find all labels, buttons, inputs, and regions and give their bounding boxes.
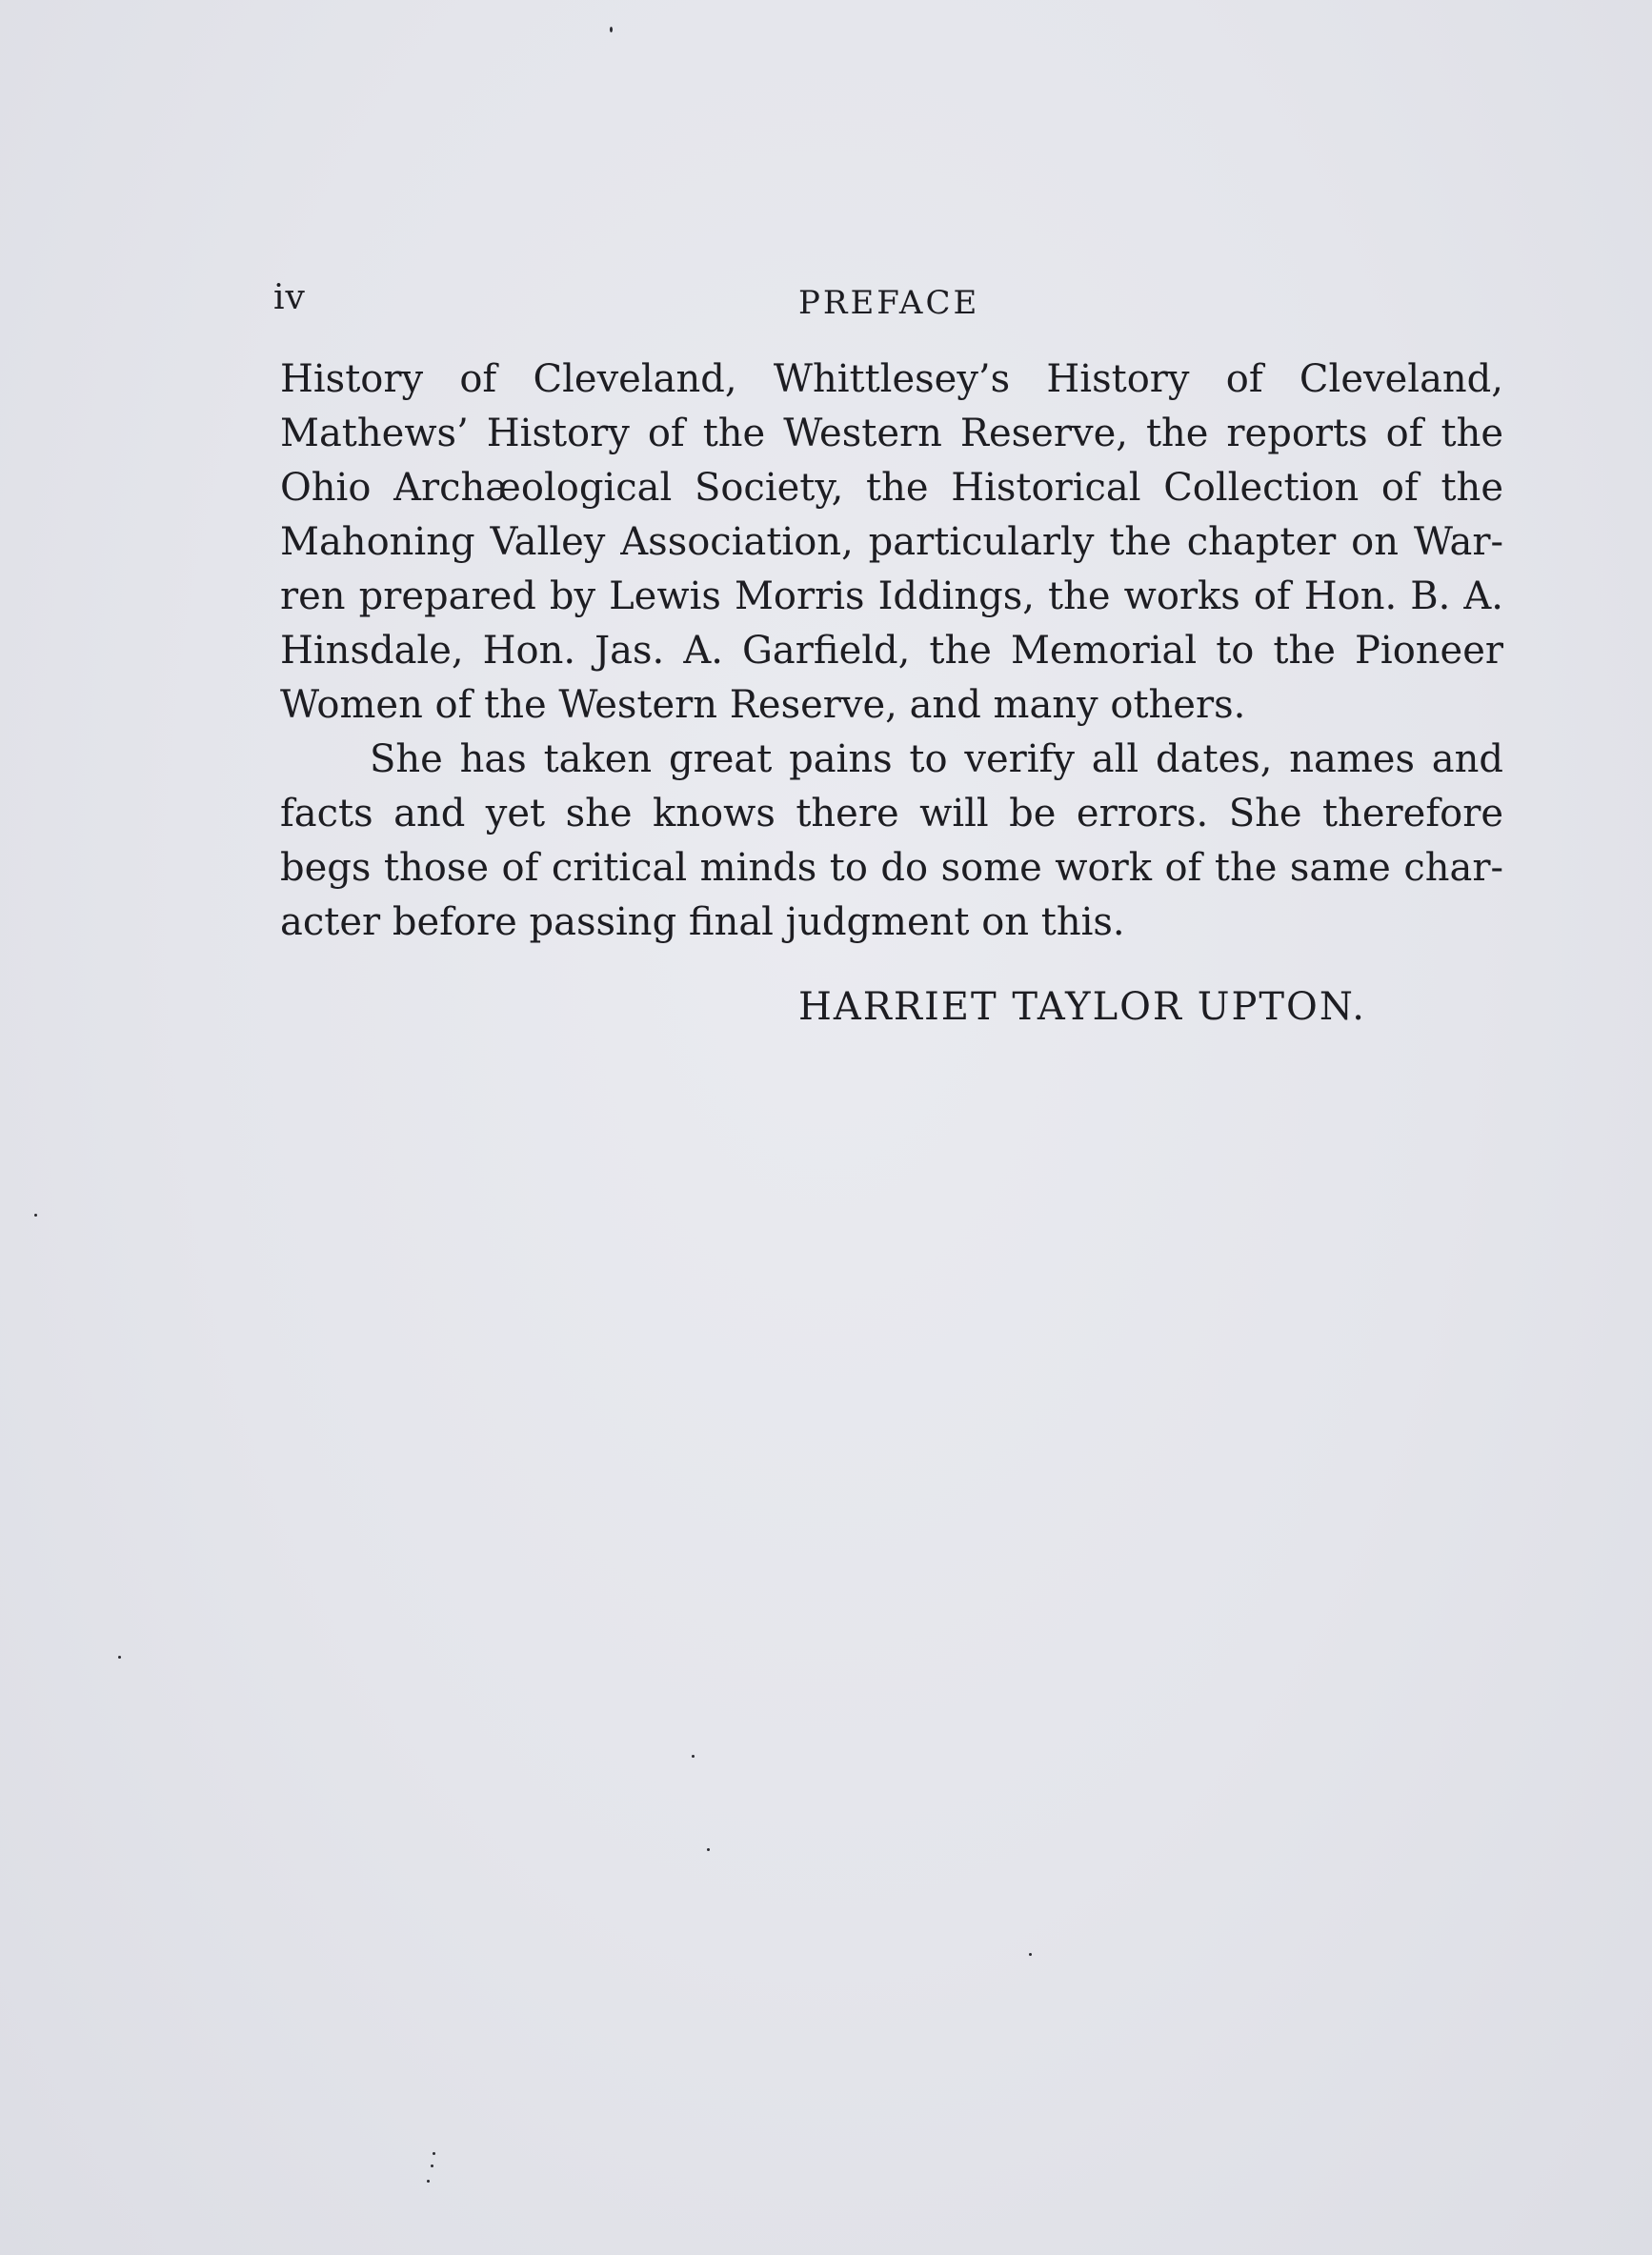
paper-speck [692, 1755, 695, 1758]
paper-speck [427, 2180, 430, 2183]
running-head: PREFACE [798, 284, 980, 322]
preface-text [280, 352, 1503, 950]
paragraph-2 [280, 733, 1503, 950]
paper-speck [610, 27, 613, 32]
paragraph-1 [280, 352, 1503, 733]
paper-speck [118, 1656, 121, 1659]
text-line: History of Cleveland, Whittlesey’s History of Cleveland, [280, 357, 1503, 401]
page-number: iv [273, 278, 306, 317]
text-line: facts and yet she knows there will be errors. She therefore [280, 792, 1503, 836]
paper-speck [707, 1848, 710, 1851]
text-line: Ohio Archæological Society, the Historical Collection of the [280, 466, 1503, 510]
paper-speck [433, 2152, 435, 2155]
text-line: ren prepared by Lewis Morris Iddings, the works of Hon. B. A. [280, 574, 1503, 618]
text-line: Mahoning Valley Association, particularly the chapter on War- [280, 520, 1503, 564]
paper-speck [34, 1214, 37, 1217]
paper-speck [431, 2164, 433, 2167]
paper-speck [1029, 1953, 1032, 1956]
text-line: Hinsdale, Hon. Jas. A. Garfield, the Memorial to the Pioneer [280, 629, 1503, 673]
text-line: Women of the Western Reserve, and many others. [280, 683, 1246, 727]
text-line: Mathews’ History of the Western Reserve, the reports of the [280, 412, 1503, 455]
text-line: acter before passing final judgment on this. [280, 900, 1125, 944]
text-line: She has taken great pains to verify all dates, names and [370, 737, 1503, 781]
text-line: begs those of critical minds to do some work of the same char- [280, 846, 1503, 890]
author-signature: HARRIET TAYLOR UPTON. [798, 985, 1367, 1029]
